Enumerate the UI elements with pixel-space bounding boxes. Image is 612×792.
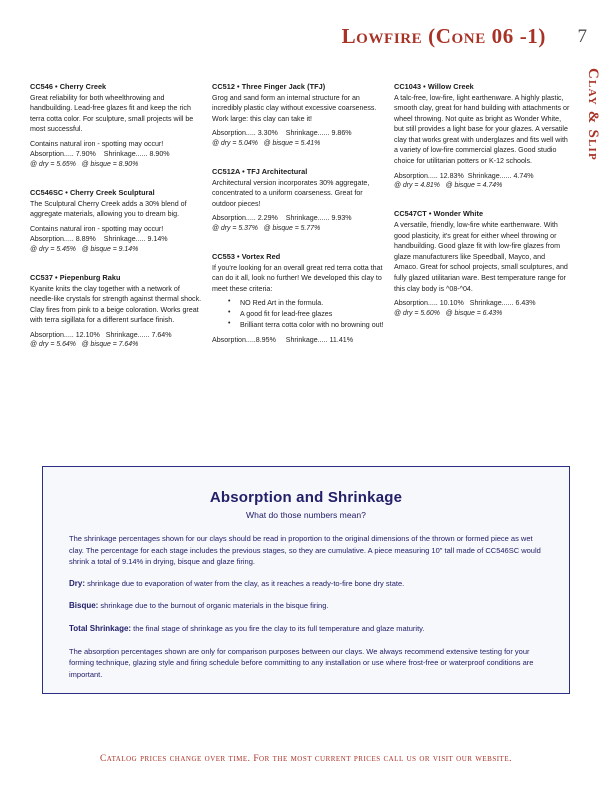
definition-term: Dry:	[69, 578, 86, 588]
info-box-subtitle: What do those numbers mean?	[246, 510, 366, 520]
product-description: Architectural version incorporates 30% aggregate, concentrated to a uniform coarseness. Great for outdoor pieces!	[212, 178, 370, 208]
info-box-title: Absorption and Shrinkage	[209, 489, 403, 506]
info-box-closing-paragraph: The absorption percentages shown are only for comparison purposes between our clays. We always recommend extensive testing for your forming technique, glazing style and firing schedule before committing to any installation or use where frost-free or waterproof conditions are important.	[69, 646, 534, 679]
list-item: • Brilliant terra cotta color with no browning out!	[228, 320, 387, 331]
product-title: CC546 • Cherry Creek	[30, 82, 107, 91]
absorption-shrinkage-line: Absorption..... 10.10% Shrinkage...... 6.43%	[394, 299, 536, 308]
side-tab-label: Clay & Slip	[585, 68, 601, 161]
product-entry	[212, 82, 387, 149]
page-header	[0, 24, 612, 60]
stage-shrinkage-line: @ dry = 5.64% @ bisque = 7.64%	[30, 341, 139, 349]
page-number: 7	[577, 26, 587, 47]
product-entry	[212, 252, 387, 345]
product-entry	[30, 82, 205, 170]
product-entry	[394, 82, 570, 191]
definition-total-shrinkage	[69, 623, 543, 635]
product-note: Contains natural iron - spotting may occur!	[30, 139, 164, 148]
absorption-shrinkage-line: Absorption..... 8.89% Shrinkage..... 9.14%	[30, 235, 168, 244]
product-entry	[30, 188, 205, 255]
page-title: Lowfire (Cone 06 -1)	[341, 24, 546, 48]
product-description: Great reliability for both wheelthrowing and handbuilding. Lead-free glazes fit and keep the rich terra cotta color. For sculpture, small projects will be most successful.	[30, 93, 194, 134]
product-note: Contains natural iron - spotting may occur!	[30, 224, 164, 233]
stage-shrinkage-line: @ dry = 4.81% @ bisque = 4.74%	[394, 182, 503, 190]
definition-text: shrinkage due to the burnout of organic materials in the bisque firing.	[98, 601, 329, 611]
product-title: CC1043 • Willow Creek	[394, 82, 474, 91]
product-description: A versatile, friendly, low-fire white earthenware. With good plasticity, it's great for either wheel throwing or handbuilding. Good glaze fit with low-fire glazes from glaze manufacturers like Speedball, Mayco, and Amaco. Great for school projects, small sculptures, and fully glazed utilitarian ware. Best temperature range for this clay body is ^08-^04.	[394, 220, 568, 293]
stage-shrinkage-line: @ dry = 5.45% @ bisque = 9.14%	[30, 245, 139, 253]
product-description: If you're looking for an overall great red terra cotta that can do it all, look no further! We developed this clay to meet these criteria:	[212, 263, 383, 293]
absorption-shrinkage-info-box	[42, 466, 570, 694]
definition-text: the final stage of shrinkage as you fire the clay to its full temperature and glaze maturity.	[131, 623, 425, 633]
info-box-intro-paragraph: The shrinkage percentages shown for our clays should be read in proportion to the original dimensions of the thrown or formed piece as wet clay. The percentage for each stage includes the previous stages, so they are cumulative. A piece measuring 10" tall made of CC546SC would shrink a total of 9.14% in drying, bisque and glaze firing.	[69, 534, 541, 567]
product-columns	[30, 82, 570, 365]
product-title: CC512A • TFJ Architectural	[212, 167, 308, 177]
definition-term: Total Shrinkage:	[69, 623, 132, 633]
product-title: CC546SC • Cherry Creek Sculptural	[30, 188, 155, 198]
product-column-3	[394, 82, 570, 365]
absorption-shrinkage-line: Absorption..... 12.83% Shrinkage...... 4.74%	[394, 171, 534, 180]
product-column-1	[30, 82, 205, 365]
definition-term: Bisque:	[69, 601, 99, 611]
stage-shrinkage-line: @ dry = 5.65% @ bisque = 8.90%	[30, 160, 139, 168]
absorption-shrinkage-line: Absorption..... 12.10% Shrinkage...... 7.64%	[30, 330, 172, 339]
absorption-shrinkage-line: Absorption..... 2.29% Shrinkage...... 9.93%	[212, 214, 352, 223]
product-title: CC547CT • Wonder White	[394, 209, 484, 219]
product-entry	[212, 167, 387, 234]
product-column-2	[212, 82, 387, 365]
list-item: • NO Red Art in the formula.	[228, 298, 387, 309]
absorption-shrinkage-line: Absorption..... 7.90% Shrinkage...... 8.90%	[30, 150, 170, 159]
page-footer: Catalog prices change over time. For the most current prices call us or visit our website.	[100, 754, 512, 764]
definition-dry	[69, 578, 543, 590]
stage-shrinkage-line: @ dry = 5.37% @ bisque = 5.77%	[212, 224, 321, 232]
product-description: The Sculptural Cherry Creek adds a 30% blend of aggregate materials, allowing you to dream big.	[30, 199, 187, 219]
absorption-shrinkage-line: Absorption..... 3.30% Shrinkage...... 9.86%	[212, 129, 352, 138]
definition-bisque	[69, 600, 543, 612]
product-entry	[394, 209, 570, 318]
product-description: Grog and sand form an internal structure for an incredibly plastic clay without excessive coarseness. Work large: this clay can take it!	[212, 93, 377, 123]
product-entry	[30, 273, 205, 351]
definition-text: shrinkage due to evaporation of water from the clay, as it reaches a ready-to-fire bone dry state.	[85, 578, 405, 588]
product-title: CC537 • Piepenburg Raku	[30, 273, 121, 282]
section-side-tab	[580, 68, 606, 218]
product-description: Kyanite knits the clay together with a network of needle-like crystals for strength against thermal shock. Clay fires from pink to a beige coloration. Works great with terra sigillata for a different surface finish.	[30, 284, 202, 325]
absorption-shrinkage-line: Absorption.....8.95% Shrinkage..... 11.41%	[212, 336, 354, 345]
stage-shrinkage-line: @ dry = 5.60% @ bisque = 6.43%	[394, 309, 503, 317]
list-item: • A good fit for lead-free glazes	[228, 309, 387, 320]
product-title: CC553 • Vortex Red	[212, 252, 281, 262]
stage-shrinkage-line: @ dry = 5.04% @ bisque = 5.41%	[212, 139, 321, 147]
product-description: A talc-free, low-fire, light earthenware. A highly plastic, smooth clay, great for hand building with attachments or wheel throwing. Not quite as bright as Wonder White, but still provides a light base for your glazes. A versatile clay that works great with underglazes and fits well with a variety of low-fire commercial glazes. Good studio choice for utilitarian potters or K-12 schools.	[394, 93, 570, 166]
product-criteria-list	[212, 298, 387, 330]
product-title: CC512 • Three Finger Jack (TFJ)	[212, 82, 326, 91]
